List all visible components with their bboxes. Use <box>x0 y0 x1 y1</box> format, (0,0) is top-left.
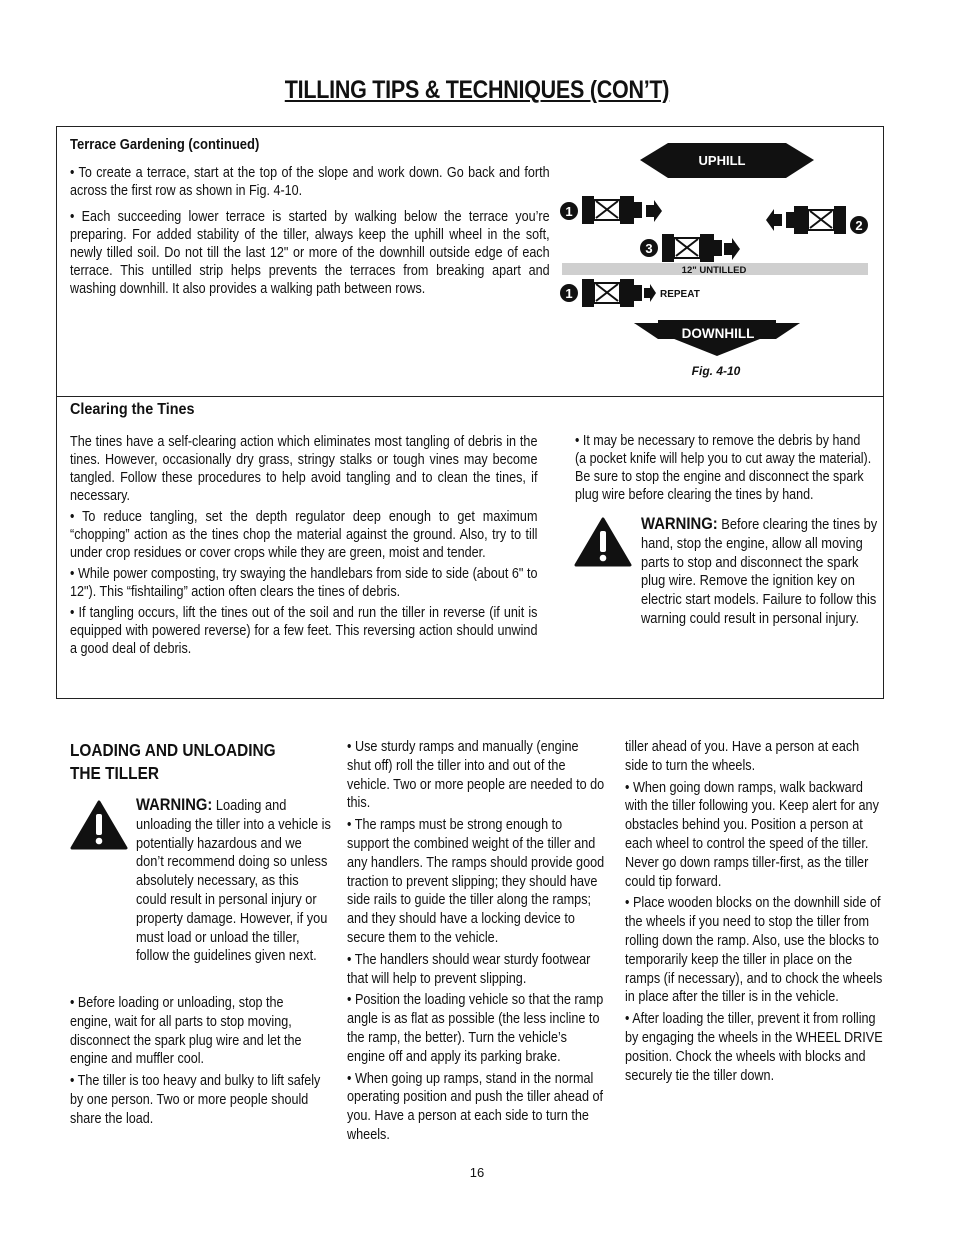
svg-text:3: 3 <box>645 241 653 256</box>
loading-bullet-2: • The tiller is too heavy and bulky to lift safely by one person. Two or more people should share the load. <box>70 1073 321 1127</box>
downhill-label: DOWNHILL <box>681 326 755 341</box>
loading-bullet-9: • Place wooden blocks on the downhill side of the wheels if you need to stop the tiller from rolling down the ramp. Also, use the blocks to temporarily keep the tiller in place on the ramps (if necessary), and to chock the wheels in place after the tiller is in the vehicle. <box>625 895 883 1006</box>
loading-bullet-7: • When going up ramps, stand in the normal operating position and push the tiller ahead of you. Have a person at each side to turn the wheels. <box>347 1070 604 1143</box>
loading-col-3-continued: tiller ahead of you. Have a person at each side to turn the wheels. <box>625 739 860 774</box>
figure-caption: Fig. 4-10 <box>691 364 741 378</box>
repeat-label: REPEAT <box>660 289 700 300</box>
loading-bullet-6: • Position the loading vehicle so that the ramp angle is as flat as possible (the less incline to the ramp, the better). Turn the vehicle’s engine off and apply its parking brake. <box>347 992 604 1065</box>
warning-label: WARNING: <box>641 515 718 533</box>
warning-icon <box>70 800 128 850</box>
warning-text: Loading and unloading the tiller into a vehicle is potentially hazardous and we don’t recommend doing so unless absolutely necessary, as this could result in personal injury or property damage. However, if you must load or unload the tiller, follow the guidelines given next. <box>136 798 331 965</box>
clearing-heading: Clearing the Tines <box>70 401 195 418</box>
svg-text:1: 1 <box>565 204 573 219</box>
loading-bullet-4: • The ramps must be strong enough to support the combined weight of the tiller and any handlers. The ramps should provide good traction to prevent slipping; they should have side rails to guide the tiller along the ramps; and they should have a locking device to secure them to the vehicle. <box>347 817 605 946</box>
loading-bullet-5: • The handlers should wear sturdy footwear that will help to prevent slipping. <box>347 951 591 987</box>
loading-warning <box>136 796 331 966</box>
clearing-para-3: • While power composting, try swaying the handlebars from side to side (about 6" to 12"). This “fishtailing” action often clears the tines of debris. <box>70 566 538 600</box>
tiller-icon-2 <box>766 206 868 234</box>
page-title: TILLING TIPS & TECHNIQUES (CON’T) <box>284 76 670 104</box>
clearing-para-4: • If tangling occurs, lift the tines out of the soil and run the tiller in reverse (if unit is equipped with powered reverse) for a few feet. This reversing action should unwind a good deal of debris. <box>70 605 538 657</box>
clearing-warning <box>641 515 880 629</box>
loading-heading <box>70 739 276 785</box>
terrace-text <box>70 136 550 298</box>
loading-bullet-3: • Use sturdy ramps and manually (engine shut off) roll the tiller into and out of the vehicle. Two or more people are needed to do this. <box>347 739 605 812</box>
loading-heading-line-2: THE TILLER <box>70 763 159 783</box>
terrace-heading: Terrace Gardening (continued) <box>70 137 260 153</box>
loading-bullet-10: • After loading the tiller, prevent it from rolling by engaging the wheels in the WHEEL DRIVE position. Chock the wheels with blocks and securely tie the tiller down. <box>625 1011 883 1084</box>
clearing-para-5: • It may be necessary to remove the debris by hand (a pocket knife will help you to cut away the material). Be sure to stop the engine and disconnect the spark plug wire before clearing the tines by hand. <box>575 433 872 503</box>
tiller-icon-repeat <box>560 279 656 307</box>
warning-icon <box>574 517 632 567</box>
svg-text:1: 1 <box>565 286 573 301</box>
clearing-left-col <box>70 433 537 658</box>
loading-col-1 <box>70 994 327 1129</box>
loading-bullet-1: • Before loading or unloading, stop the engine, wait for all parts to stop moving, disconnect the spark plug wire and let the engine and muffler cool. <box>70 995 302 1068</box>
loading-bullet-8: • When going down ramps, walk backward with the tiller following you. Keep alert for any obstacles behind you. Position a person at each wheel to control the speed of the tiller. Never go down ramps tiller-first, as the tiller could tip forward. <box>625 779 879 890</box>
terrace-figure <box>556 138 878 388</box>
loading-heading-line-1: LOADING AND UNLOADING <box>70 740 276 760</box>
uphill-label: UPHILL <box>698 153 746 168</box>
clearing-para-2: • To reduce tangling, set the depth regulator deep enough to get maximum “chopping” action as the tines chop the material against the ground. Also, try to till under crop residues or cover crops while they are green, moist and tender. <box>70 509 538 561</box>
warning-text: Before clearing the tines by hand, stop the engine, allow all moving parts to stop and disconnect the spark plug wire. Remove the ignition key on electric start models. Failure to follow this warning could result in personal injury. <box>641 517 878 627</box>
clearing-right-text <box>575 432 873 504</box>
terrace-para-2: • Each succeeding lower terrace is started by walking below the terrace you’re preparing. For added stability of the tiller, always keep the uphill wheel in the soft, newly tilled soil. Do not till the last 12" or more of the downhill outside edge of each terrace. This untilled strip helps prevents the terraces from breaking apart and washing downhill. It also provides a walking path between rows. <box>70 209 550 297</box>
loading-col-3 <box>625 738 885 1085</box>
tiller-icon-1 <box>560 196 662 224</box>
clearing-para-1: The tines have a self-clearing action which eliminates most tangling of debris in the tines. However, occasionally dry grass, stringy stalks or tough vines may become tangled. Follow these procedures to help avoid tangling and to clean the tines, if necessary. <box>70 434 538 504</box>
terrace-para-1: • To create a terrace, start at the top of the slope and work down. Go back and forth across the first row as shown in Fig. 4-10. <box>70 165 550 199</box>
page-number: 16 <box>469 1165 485 1180</box>
warning-label: WARNING: <box>136 796 213 814</box>
loading-col-2 <box>347 738 605 1143</box>
svg-text:2: 2 <box>855 218 863 233</box>
tiller-icon-3 <box>640 234 740 262</box>
untilled-label: 12" UNTILLED <box>681 265 747 276</box>
